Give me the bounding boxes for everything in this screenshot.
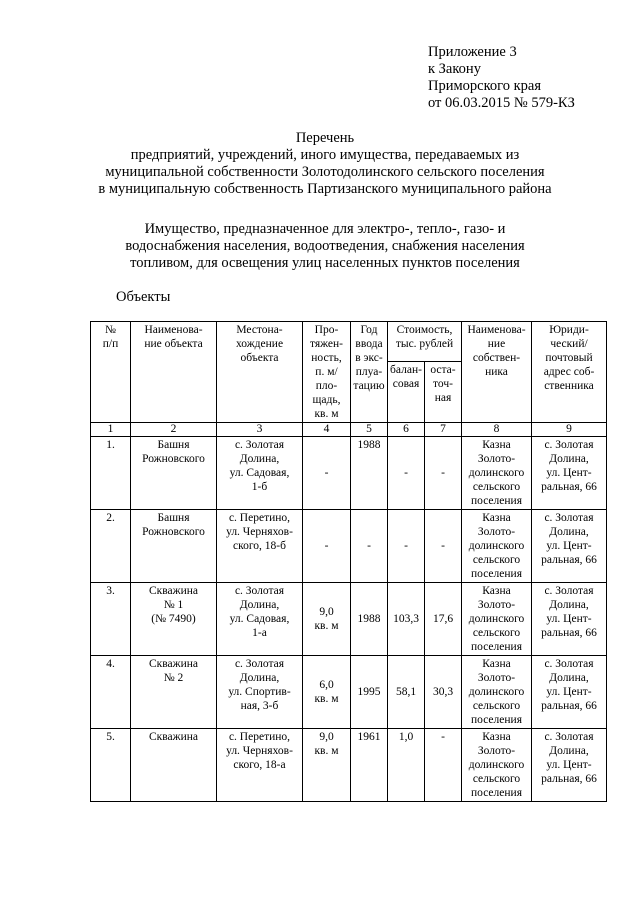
cell-num: 4. [91,656,131,729]
subtitle-line: Имущество, предназначенное для электро-, тепло-, газо- и [144,221,506,237]
cell-length: - [303,510,351,583]
cell-residual: - [425,437,462,510]
cell-balance: 103,3 [388,583,425,656]
column-number: 5 [351,423,388,437]
cell-num: 5. [91,729,131,802]
cell-num: 2. [91,510,131,583]
cell-year: 1988 [351,437,388,510]
title-line: предприятий, учреждений, иного имущества, передаваемых из [130,147,520,163]
header-cost-balance: балан- совая [388,362,425,423]
column-number: 7 [425,423,462,437]
cell-location: с. Перетино, ул. Черняхов- ского, 18-а [217,729,303,802]
appendix-line: от 06.03.2015 № 579-КЗ [428,95,575,111]
cell-year: 1988 [351,583,388,656]
column-number: 8 [462,423,532,437]
header-address: Юриди- ческий/ почтовый адрес соб- ственника [532,322,607,423]
cell-balance: 58,1 [388,656,425,729]
cell-address: с. Золотая Долина, ул. Цент- ральная, 66 [532,583,607,656]
cell-address: с. Золотая Долина, ул. Цент- ральная, 66 [532,656,607,729]
table-row [91,656,607,729]
column-number: 3 [217,423,303,437]
document-subtitle [60,221,590,272]
appendix-line: к Закону [428,61,481,77]
cell-year: - [351,510,388,583]
appendix-line: Приморского края [428,78,542,94]
cell-location: с. Золотая Долина, ул. Садовая, 1-б [217,437,303,510]
subtitle-line: водоснабжения населения, водоотведения, снабжения населения [125,238,525,254]
cell-residual: - [425,729,462,802]
table-row [91,583,607,656]
cell-num: 1. [91,437,131,510]
header-year: Год ввода в экс- плуа- тацию [351,322,388,423]
table-row [91,729,607,802]
column-number: 6 [388,423,425,437]
cell-address: с. Золотая Долина, ул. Цент- ральная, 66 [532,437,607,510]
cell-length: 9,0 кв. м [303,729,351,802]
objects-table [90,321,607,802]
cell-name: Скважина № 1 (№ 7490) [131,583,217,656]
appendix-line: Приложение 3 [428,44,517,60]
document-title [60,130,590,198]
cell-balance: - [388,510,425,583]
cell-location: с. Перетино, ул. Черняхов- ского, 18-б [217,510,303,583]
cell-balance: 1,0 [388,729,425,802]
header-owner: Наименова- ние собствен- ника [462,322,532,423]
section-label: Объекты [116,289,171,305]
cell-name: Башня Рожновского [131,510,217,583]
header-name: Наименова- ние объекта [131,322,217,423]
header-location: Местона- хождение объекта [217,322,303,423]
cell-location: с. Золотая Долина, ул. Садовая, 1-а [217,583,303,656]
title-line: муниципальной собственности Золотодолинского сельского поселения [105,164,545,180]
cell-balance: - [388,437,425,510]
cell-year: 1995 [351,656,388,729]
cell-length: 6,0 кв. м [303,656,351,729]
column-number: 2 [131,423,217,437]
header-num: № п/п [91,322,131,423]
cell-name: Скважина № 2 [131,656,217,729]
cell-owner: Казна Золото- долинского сельского поселения [462,437,532,510]
cell-location: с. Золотая Долина, ул. Спортив- ная, 3-б [217,656,303,729]
subtitle-line: топливом, для освещения улиц населенных пунктов поселения [130,255,520,271]
table-row [91,437,607,510]
header-row [91,322,607,362]
column-number-row [91,423,607,437]
cell-address: с. Золотая Долина, ул. Цент- ральная, 66 [532,510,607,583]
header-cost-residual: оста- точ- ная [425,362,462,423]
cell-name: Скважина [131,729,217,802]
cell-owner: Казна Золото- долинского сельского поселения [462,510,532,583]
cell-length: - [303,437,351,510]
appendix-header [428,44,575,112]
column-number: 4 [303,423,351,437]
cell-address: с. Золотая Долина, ул. Цент- ральная, 66 [532,729,607,802]
cell-num: 3. [91,583,131,656]
header-cost: Стоимость, тыс. рублей [388,322,462,362]
cell-owner: Казна Золото- долинского сельского поселения [462,729,532,802]
table-row [91,510,607,583]
cell-owner: Казна Золото- долинского сельского поселения [462,656,532,729]
cell-residual: 17,6 [425,583,462,656]
column-number: 9 [532,423,607,437]
header-length: Про- тяжен- ность, п. м/ пло- щадь, кв. м [303,322,351,423]
cell-year: 1961 [351,729,388,802]
title-line: в муниципальную собственность Партизанского муниципального района [98,181,552,197]
cell-name: Башня Рожновского [131,437,217,510]
column-number: 1 [91,423,131,437]
cell-length: 9,0 кв. м [303,583,351,656]
cell-residual: 30,3 [425,656,462,729]
title-heading: Перечень [295,130,355,146]
cell-owner: Казна Золото- долинского сельского поселения [462,583,532,656]
cell-residual: - [425,510,462,583]
